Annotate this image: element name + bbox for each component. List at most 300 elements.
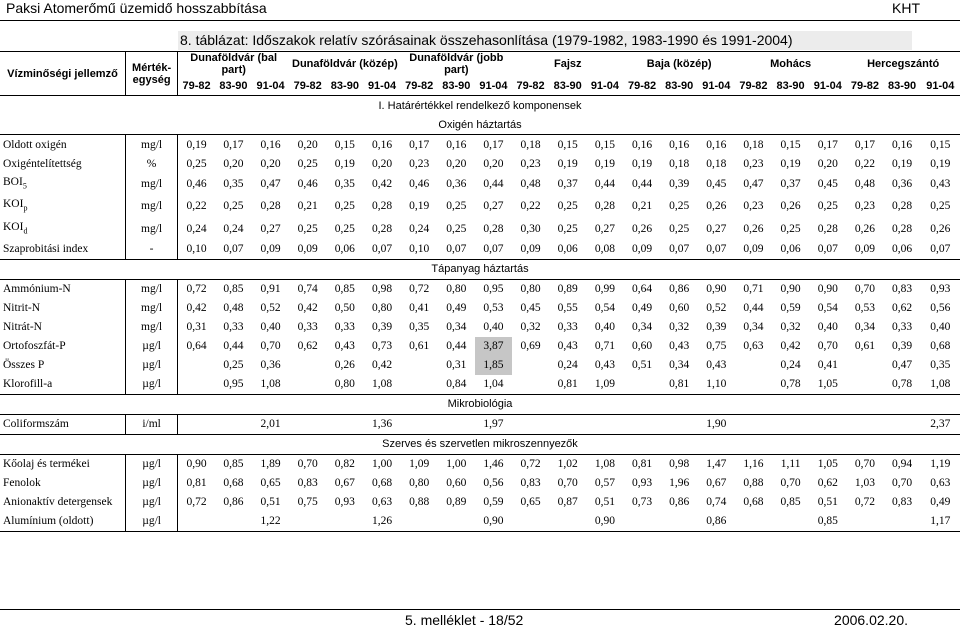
value-cell: 0,17 [817, 138, 838, 151]
value-cell: 0,42 [186, 302, 207, 315]
value-cell: 0,48 [520, 178, 541, 191]
value-cell: 0,26 [334, 359, 355, 372]
value-cell: 0,98 [669, 458, 690, 471]
value-cell: 0,43 [594, 359, 615, 372]
value-cell [215, 414, 252, 434]
value-cell: 0,99 [594, 283, 615, 296]
value-cell [735, 512, 772, 532]
value-cell: 0,20 [260, 157, 281, 170]
value-cell: 0,72 [186, 496, 207, 509]
value-cell: 0,09 [735, 240, 772, 260]
value-cell: 0,80 [326, 375, 363, 395]
value-cell: 0,24 [223, 222, 244, 235]
value-cell: 0,26 [706, 200, 727, 213]
value-cell: 0,55 [557, 302, 578, 315]
value-cell: 0,43 [557, 340, 578, 353]
value-cell [215, 512, 252, 532]
value-cell: 0,25 [223, 359, 244, 372]
value-cell: 0,07 [475, 240, 512, 260]
value-cell: 0,47 [891, 359, 913, 372]
column-header-period: 79-82 [512, 76, 549, 96]
value-cell: 0,31 [186, 321, 207, 334]
value-cell: 0,27 [483, 200, 504, 213]
value-cell: 0,26 [930, 222, 951, 235]
value-cell: 0,22 [186, 200, 207, 213]
value-cell: 0,70 [854, 458, 875, 471]
value-cell: 0,25 [817, 200, 838, 213]
value-cell: 0,62 [817, 477, 838, 490]
value-cell: 0,35 [334, 178, 355, 191]
value-cell: 0,23 [743, 157, 764, 170]
value-cell [883, 414, 920, 434]
value-cell: 0,18 [669, 157, 690, 170]
comparison-table [0, 51, 960, 532]
value-cell: 0,25 [669, 200, 690, 213]
value-cell [661, 414, 698, 434]
value-cell: 0,33 [223, 321, 244, 334]
column-header-period: 79-82 [178, 76, 215, 96]
value-cell: 0,43 [669, 340, 690, 353]
value-cell: 0,27 [594, 222, 615, 235]
value-cell: 0,22 [520, 200, 541, 213]
value-cell: 0,52 [260, 302, 281, 315]
value-cell: 0,27 [706, 222, 727, 235]
parameter-name: Klorofill-a [0, 375, 126, 395]
column-header-parameter: Vízminőségi jellemző [0, 52, 126, 96]
table-row [0, 279, 960, 299]
value-cell [735, 356, 772, 375]
value-cell: 0,40 [483, 321, 504, 334]
value-cell: 1,22 [252, 512, 289, 532]
value-cell [846, 512, 883, 532]
unit-cell: % [126, 154, 178, 173]
footer-divider [0, 609, 960, 610]
value-cell [512, 375, 549, 395]
value-cell: 0,57 [594, 477, 615, 490]
value-cell: 0,25 [297, 157, 318, 170]
value-cell: 0,43 [706, 359, 727, 372]
value-cell: 1,04 [475, 375, 512, 395]
value-cell: 0,89 [446, 496, 467, 509]
value-cell: 0,49 [631, 302, 653, 315]
value-cell: 0,63 [930, 477, 951, 490]
value-cell: 0,98 [371, 283, 393, 296]
value-cell: 0,34 [854, 321, 875, 334]
value-cell: 0,09 [252, 240, 289, 260]
value-cell: 0,15 [594, 138, 615, 151]
value-cell: 0,17 [854, 138, 875, 151]
value-cell: 0,85 [334, 283, 355, 296]
unit-cell: mg/l [126, 135, 178, 155]
value-cell [772, 512, 809, 532]
value-cell: 0,84 [438, 375, 475, 395]
value-cell: 0,70 [260, 340, 281, 353]
value-cell: 0,17 [223, 138, 244, 151]
column-header-station: Fajsz [512, 52, 623, 77]
value-cell: 0,20 [483, 157, 504, 170]
value-cell: 0,90 [780, 283, 801, 296]
value-cell: 0,07 [698, 240, 735, 260]
parameter-name: Oxigéntelítettség [0, 154, 126, 173]
value-cell: 0,44 [594, 178, 615, 191]
value-cell: 1,36 [363, 414, 400, 434]
section-group-heading: I. Határértékkel rendelkező komponensek [378, 100, 582, 112]
value-cell: 0,28 [483, 222, 504, 235]
table-row [0, 299, 960, 318]
value-cell: 0,25 [334, 222, 355, 235]
value-cell: 0,19 [930, 157, 951, 170]
table-row [0, 454, 960, 474]
value-cell: 0,24 [186, 222, 207, 235]
value-cell: 0,47 [260, 178, 281, 191]
value-cell: 0,07 [438, 240, 475, 260]
value-cell: 0,23 [520, 157, 541, 170]
column-header-station: Hercegszántó [846, 52, 960, 77]
unit-cell: µg/l [126, 454, 178, 474]
value-cell: 0,31 [446, 359, 467, 372]
value-cell: 0,18 [520, 138, 541, 151]
value-cell: 0,59 [483, 496, 504, 509]
column-header-period: 91-04 [363, 76, 400, 96]
value-cell: 0,20 [446, 157, 467, 170]
value-cell: 0,86 [698, 512, 735, 532]
table-row [0, 414, 960, 434]
value-cell: 0,42 [371, 359, 393, 372]
table-row [0, 356, 960, 375]
value-cell: 0,88 [743, 477, 764, 490]
value-cell: 0,72 [854, 496, 875, 509]
column-header-period: 83-90 [883, 76, 920, 96]
value-cell: 0,69 [520, 340, 541, 353]
value-cell: 0,60 [669, 302, 690, 315]
parameter-name: Alumínium (oldott) [0, 512, 126, 532]
unit-cell: µg/l [126, 512, 178, 532]
value-cell: 0,62 [297, 340, 318, 353]
value-cell: 0,53 [483, 302, 504, 315]
document-header-right: KHT [892, 0, 920, 16]
value-cell: 0,16 [446, 138, 467, 151]
column-header-period: 83-90 [438, 76, 475, 96]
value-cell: 0,43 [930, 178, 951, 191]
table-row [0, 195, 960, 217]
column-header-period: 79-82 [623, 76, 660, 96]
value-cell: 0,20 [371, 157, 393, 170]
value-cell: 0,90 [706, 283, 727, 296]
value-cell: 0,33 [557, 321, 578, 334]
value-cell: 0,83 [297, 477, 318, 490]
value-cell: 0,25 [669, 222, 690, 235]
value-cell [549, 414, 586, 434]
value-cell: 0,25 [557, 222, 578, 235]
value-cell: 0,40 [817, 321, 838, 334]
value-cell: 1,10 [698, 375, 735, 395]
column-header-station: Mohács [735, 52, 846, 77]
value-cell: 0,28 [891, 200, 913, 213]
value-cell: 0,16 [669, 138, 690, 151]
unit-cell: µg/l [126, 493, 178, 512]
value-cell: 0,71 [594, 340, 615, 353]
value-cell: 0,15 [930, 138, 951, 151]
column-header-period: 91-04 [921, 76, 960, 96]
value-cell: 0,71 [743, 283, 764, 296]
value-cell: 0,93 [334, 496, 355, 509]
value-cell: 0,70 [854, 283, 875, 296]
value-cell: 1,03 [854, 477, 875, 490]
value-cell [438, 414, 475, 434]
value-cell: 0,44 [483, 178, 504, 191]
value-cell: 0,90 [586, 512, 623, 532]
value-cell: 0,51 [260, 496, 281, 509]
value-cell: 0,60 [631, 340, 653, 353]
value-cell: 1,89 [260, 458, 281, 471]
value-cell: 0,78 [883, 375, 920, 395]
value-cell: 0,81 [631, 458, 653, 471]
value-cell: 1,19 [930, 458, 951, 471]
value-cell: 0,07 [661, 240, 698, 260]
column-header-station: Dunaföldvár (bal part) [178, 52, 289, 77]
value-cell: 0,89 [557, 283, 578, 296]
value-cell: 0,20 [817, 157, 838, 170]
value-cell [401, 512, 438, 532]
value-cell: 0,10 [178, 240, 215, 260]
value-cell: 0,65 [520, 496, 541, 509]
value-cell: 0,43 [334, 340, 355, 353]
value-cell: 0,37 [557, 178, 578, 191]
value-cell: 0,32 [780, 321, 801, 334]
value-cell: 0,88 [409, 496, 430, 509]
value-cell: 0,16 [631, 138, 653, 151]
value-cell: 0,95 [483, 283, 504, 296]
value-cell: 0,85 [809, 512, 846, 532]
value-cell: 0,45 [520, 302, 541, 315]
value-cell: 0,23 [409, 157, 430, 170]
value-cell: 0,80 [371, 302, 393, 315]
value-cell: 1,00 [446, 458, 467, 471]
value-cell: 1,85 [475, 356, 512, 375]
parameter-name: Nitrit-N [0, 299, 126, 318]
value-cell [289, 375, 326, 395]
value-cell: 3,87 [475, 337, 512, 356]
value-cell: 0,20 [223, 157, 244, 170]
table-title: 8. táblázat: Időszakok relatív szórásainak összehasonlítása (1979-1982, 1983-1990 és 1991-2004) [178, 31, 912, 50]
value-cell: 0,85 [223, 283, 244, 296]
value-cell: 0,81 [661, 375, 698, 395]
value-cell: 0,68 [223, 477, 244, 490]
column-header-period: 79-82 [289, 76, 326, 96]
value-cell: 0,49 [930, 496, 951, 509]
value-cell: 0,36 [446, 178, 467, 191]
value-cell: 0,42 [297, 302, 318, 315]
column-header-period: 79-82 [846, 76, 883, 96]
value-cell: 0,41 [817, 359, 838, 372]
column-header-unit: Mérték-egység [126, 52, 178, 96]
value-cell [512, 512, 549, 532]
value-cell: 0,06 [549, 240, 586, 260]
value-cell: 0,49 [446, 302, 467, 315]
value-cell: 0,07 [921, 240, 960, 260]
unit-cell: µg/l [126, 474, 178, 493]
value-cell: 0,36 [891, 178, 913, 191]
value-cell: 0,75 [297, 496, 318, 509]
value-cell: 0,93 [631, 477, 653, 490]
value-cell: 0,83 [891, 283, 913, 296]
value-cell: 0,23 [854, 200, 875, 213]
table-row [0, 318, 960, 337]
value-cell: 0,90 [817, 283, 838, 296]
value-cell: 0,25 [334, 200, 355, 213]
value-cell: 0,25 [780, 222, 801, 235]
unit-cell: mg/l [126, 218, 178, 240]
value-cell: 0,06 [326, 240, 363, 260]
parameter-name: Oldott oxigén [0, 135, 126, 155]
value-cell: 0,25 [186, 157, 207, 170]
value-cell: 0,78 [772, 375, 809, 395]
value-cell: 0,67 [706, 477, 727, 490]
value-cell [401, 375, 438, 395]
value-cell: 2,01 [252, 414, 289, 434]
value-cell: 0,56 [930, 302, 951, 315]
value-cell: 0,86 [223, 496, 244, 509]
value-cell: 0,18 [743, 138, 764, 151]
value-cell: 0,47 [743, 178, 764, 191]
value-cell: 0,15 [334, 138, 355, 151]
value-cell [178, 512, 215, 532]
value-cell: 0,48 [854, 178, 875, 191]
value-cell [178, 356, 215, 375]
value-cell: 0,15 [557, 138, 578, 151]
column-header-period: 83-90 [326, 76, 363, 96]
table-row [0, 493, 960, 512]
value-cell: 0,46 [409, 178, 430, 191]
value-cell: 0,59 [780, 302, 801, 315]
unit-cell: mg/l [126, 299, 178, 318]
value-cell: 1,09 [586, 375, 623, 395]
parameter-name: $BOI_5$ [0, 173, 126, 195]
value-cell: 0,40 [930, 321, 951, 334]
value-cell: 0,19 [557, 157, 578, 170]
value-cell: 1,08 [921, 375, 960, 395]
value-cell: 0,34 [743, 321, 764, 334]
value-cell: 0,86 [669, 496, 690, 509]
value-cell: 0,24 [409, 222, 430, 235]
value-cell: 0,19 [409, 200, 430, 213]
value-cell: 0,28 [817, 222, 838, 235]
parameter-name: Nitrát-N [0, 318, 126, 337]
value-cell [401, 414, 438, 434]
value-cell: 0,74 [297, 283, 318, 296]
value-cell: 0,24 [780, 359, 801, 372]
value-cell: 0,54 [594, 302, 615, 315]
value-cell: 0,28 [260, 200, 281, 213]
value-cell: 0,24 [557, 359, 578, 372]
value-cell: 0,19 [780, 157, 801, 170]
value-cell: 0,90 [186, 458, 207, 471]
value-cell: 1,97 [475, 414, 512, 434]
column-header-period: 83-90 [772, 76, 809, 96]
value-cell: 0,25 [446, 200, 467, 213]
column-header-period: 79-82 [735, 76, 772, 96]
column-header-period: 83-90 [661, 76, 698, 96]
value-cell: 0,15 [780, 138, 801, 151]
table-row [0, 375, 960, 395]
parameter-name: Ortofoszfát-P [0, 337, 126, 356]
value-cell: 0,09 [846, 240, 883, 260]
value-cell: 0,42 [780, 340, 801, 353]
footer-date: 2006.02.20. [834, 612, 908, 628]
value-cell [289, 356, 326, 375]
value-cell: 0,44 [223, 340, 244, 353]
table-row [0, 512, 960, 532]
value-cell: 0,70 [557, 477, 578, 490]
value-cell: 0,10 [401, 240, 438, 260]
value-cell: 0,45 [817, 178, 838, 191]
value-cell: 0,26 [743, 222, 764, 235]
unit-cell: - [126, 240, 178, 260]
value-cell: 0,68 [930, 340, 951, 353]
value-cell [401, 356, 438, 375]
column-header-period: 91-04 [586, 76, 623, 96]
value-cell: 0,63 [371, 496, 393, 509]
value-cell: 0,93 [930, 283, 951, 296]
value-cell: 0,28 [371, 200, 393, 213]
value-cell: 0,44 [631, 178, 653, 191]
value-cell: 0,86 [669, 283, 690, 296]
value-cell: 1,46 [483, 458, 504, 471]
value-cell: 0,18 [706, 157, 727, 170]
column-header-period: 91-04 [252, 76, 289, 96]
value-cell: 0,40 [260, 321, 281, 334]
value-cell: 0,52 [706, 302, 727, 315]
value-cell [289, 512, 326, 532]
value-cell: 0,46 [297, 178, 318, 191]
value-cell: 1,05 [817, 458, 838, 471]
value-cell: 0,61 [854, 340, 875, 353]
value-cell: 0,19 [594, 157, 615, 170]
section-heading: Mikrobiológia [0, 394, 960, 414]
value-cell: 0,68 [371, 477, 393, 490]
value-cell: 0,07 [809, 240, 846, 260]
value-cell: 0,37 [780, 178, 801, 191]
value-cell: 0,39 [891, 340, 913, 353]
value-cell: 0,80 [446, 283, 467, 296]
value-cell: 0,25 [557, 200, 578, 213]
value-cell: 0,42 [371, 178, 393, 191]
value-cell: 0,39 [706, 321, 727, 334]
value-cell: 0,67 [334, 477, 355, 490]
value-cell: 0,65 [260, 477, 281, 490]
value-cell: 0,72 [520, 458, 541, 471]
value-cell: 0,51 [817, 496, 838, 509]
value-cell: 0,63 [743, 340, 764, 353]
value-cell [623, 414, 660, 434]
value-cell: 0,21 [631, 200, 653, 213]
value-cell [809, 414, 846, 434]
value-cell: 0,32 [669, 321, 690, 334]
column-header-station: Dunaföldvár (jobb part) [401, 52, 512, 77]
value-cell: 0,26 [631, 222, 653, 235]
column-header-period: 91-04 [698, 76, 735, 96]
value-cell: 1,96 [669, 477, 690, 490]
value-cell: 0,41 [409, 302, 430, 315]
value-cell: 0,53 [854, 302, 875, 315]
value-cell: 0,25 [930, 200, 951, 213]
value-cell: 0,39 [669, 178, 690, 191]
value-cell [735, 375, 772, 395]
parameter-name: Kőolaj és termékei [0, 454, 126, 474]
value-cell: 0,19 [186, 138, 207, 151]
value-cell: 0,44 [743, 302, 764, 315]
section-heading: Oxigén háztartás [0, 115, 960, 135]
